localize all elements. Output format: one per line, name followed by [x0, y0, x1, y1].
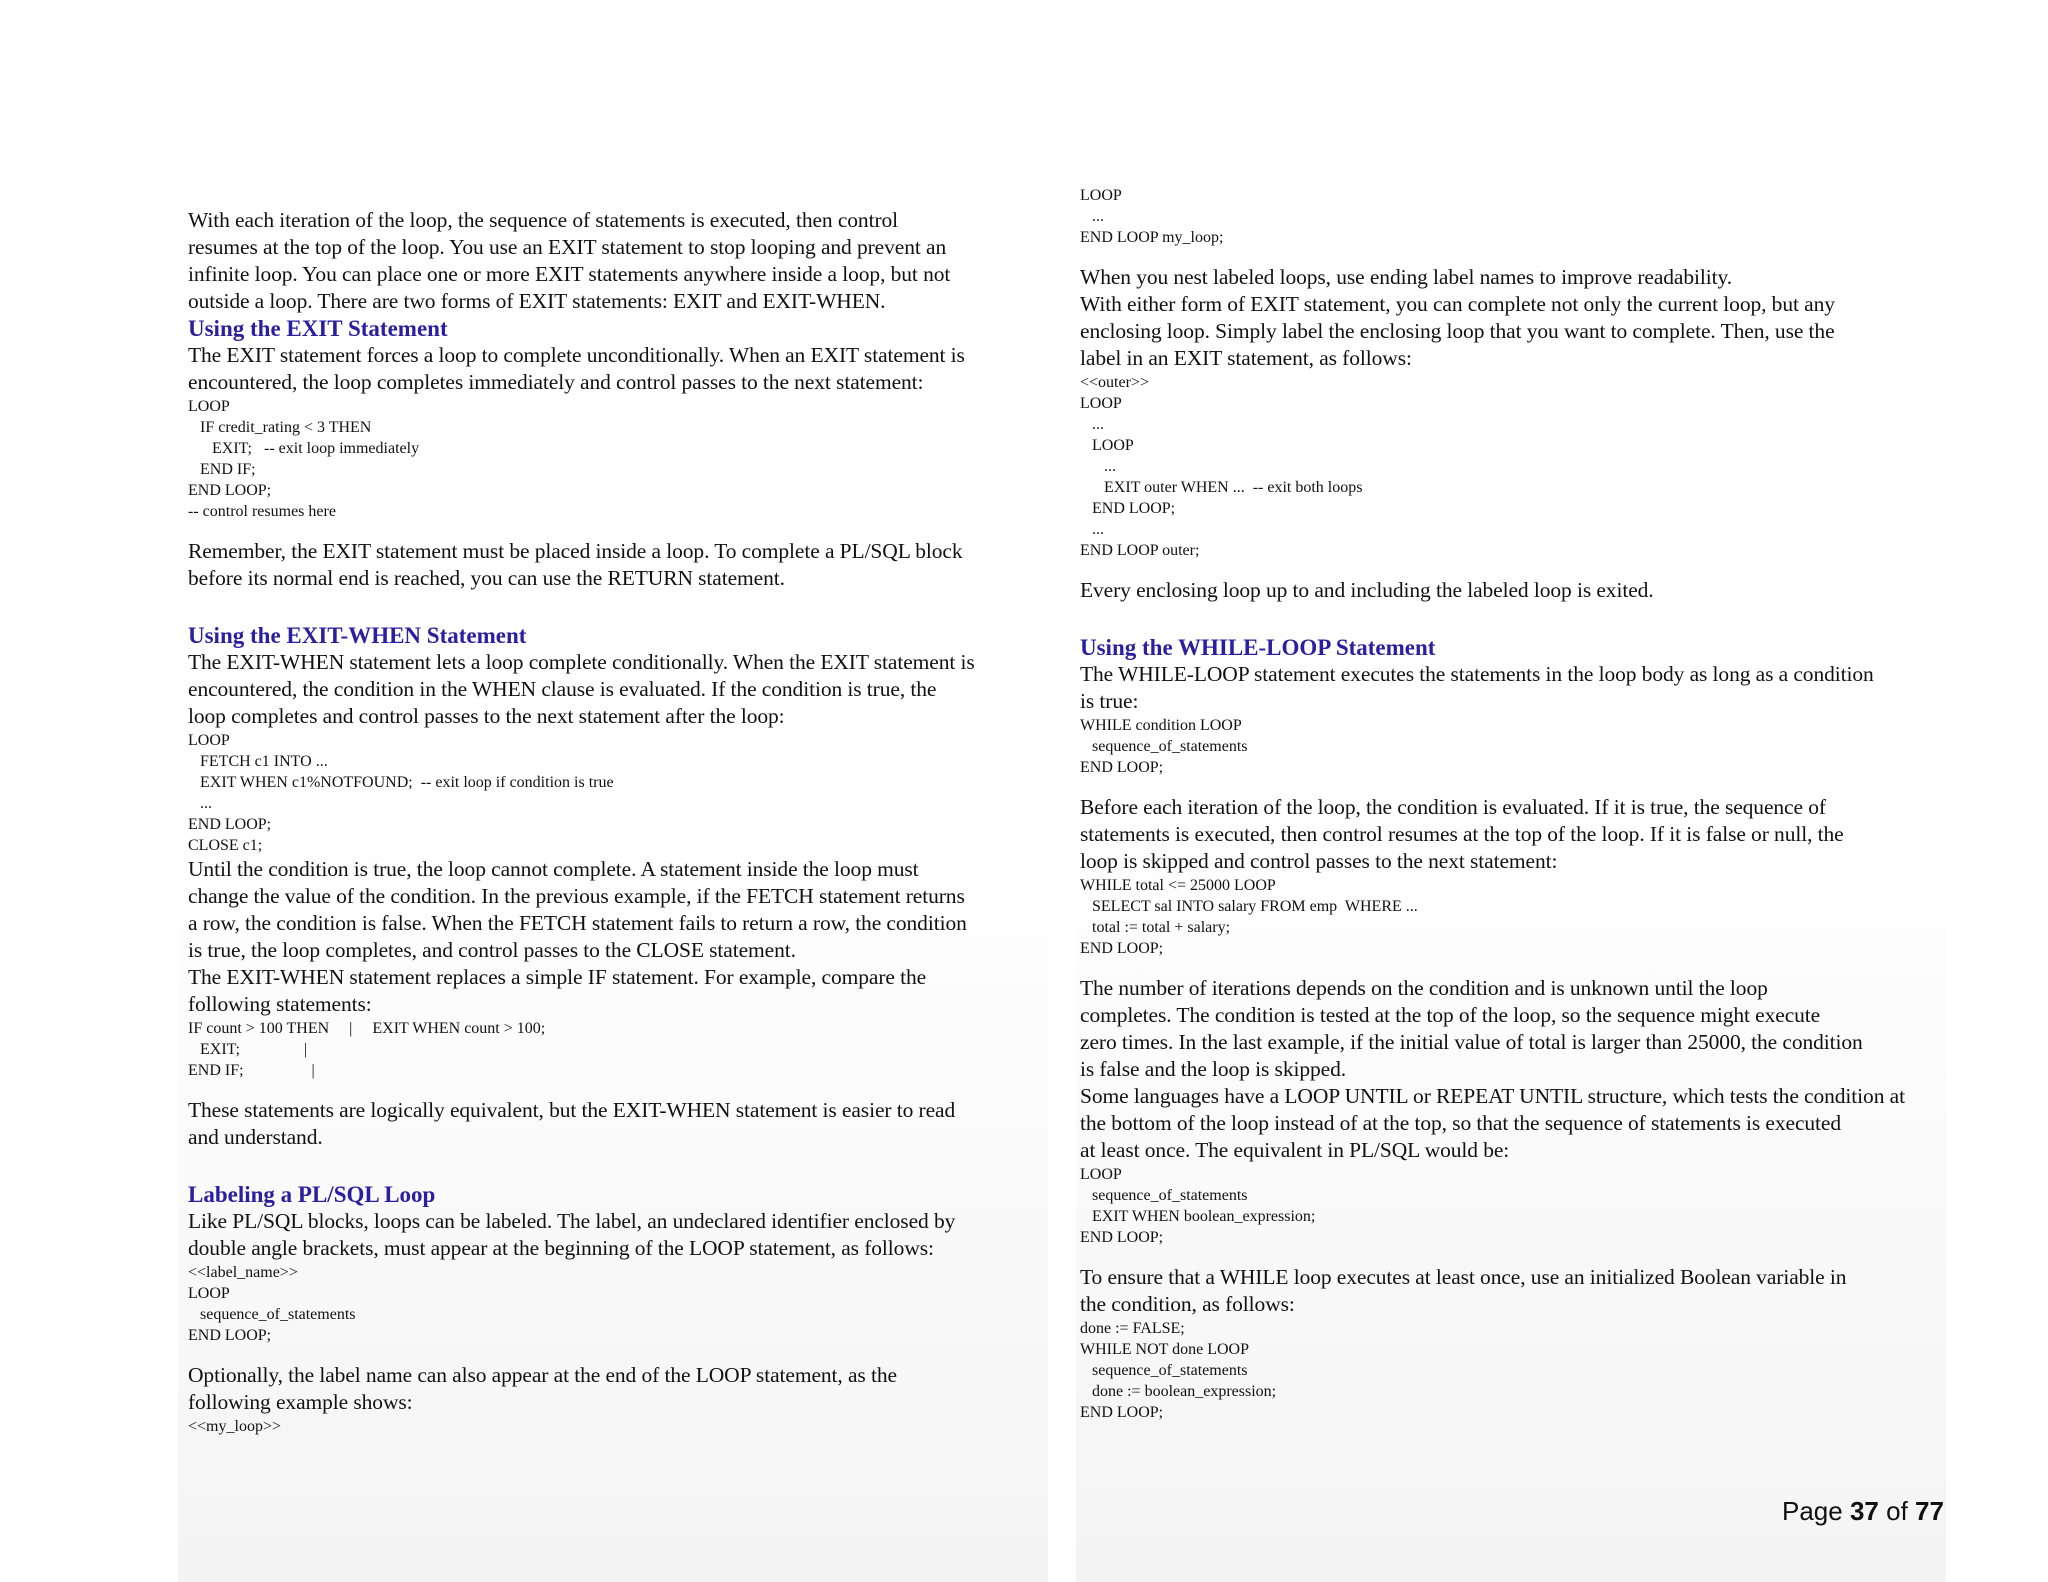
- text-line: is true:: [1080, 689, 1139, 713]
- code-line: EXIT WHEN c1%NOTFOUND; -- exit loop if condition is true: [188, 774, 614, 791]
- text-line: a row, the condition is false. When the FETCH statement fails to return a row, the condition: [188, 911, 967, 935]
- text-line: infinite loop. You can place one or more EXIT statements anywhere inside a loop, but not: [188, 262, 951, 286]
- repeat-code-block: [1080, 1164, 1950, 1248]
- text-line: These statements are logically equivalent, but the EXIT-WHEN statement is easier to read: [188, 1098, 956, 1122]
- total-code-block: [1080, 875, 1950, 959]
- code-line: LOOP: [188, 1285, 230, 1302]
- text-line: The number of iterations depends on the condition and is unknown until the loop: [1080, 976, 1768, 1000]
- text-line: zero times. In the last example, if the initial value of total is larger than 25000, the condition: [1080, 1030, 1863, 1054]
- code-line: END LOOP;: [1080, 759, 1164, 776]
- code-line: ...: [188, 795, 212, 812]
- page-number: [1782, 1496, 1944, 1527]
- text-line: is false and the loop is skipped.: [1080, 1057, 1347, 1081]
- page-of: of: [1886, 1496, 1908, 1526]
- code-line: -- control resumes here: [188, 503, 336, 520]
- code-line: IF credit_rating < 3 THEN: [188, 419, 372, 436]
- text-line: When you nest labeled loops, use ending label names to improve readability.: [1080, 265, 1733, 289]
- text-line: outside a loop. There are two forms of EXIT statements: EXIT and EXIT-WHEN.: [188, 289, 886, 313]
- until-paragraph: [188, 856, 1048, 1018]
- text-line: With each iteration of the loop, the sequence of statements is executed, then control: [188, 208, 899, 232]
- text-line: resumes at the top of the loop. You use an EXIT statement to stop looping and prevent an: [188, 235, 947, 259]
- code-line: <<outer>>: [1080, 374, 1149, 391]
- text-line: Optionally, the label name can also appear at the end of the LOOP statement, as the: [188, 1363, 897, 1387]
- code-line: SELECT sal INTO salary FROM emp WHERE ...: [1080, 898, 1418, 915]
- remember-paragraph: [188, 538, 1048, 592]
- code-line: sequence_of_statements: [188, 1306, 356, 1323]
- page-total: 77: [1915, 1496, 1944, 1526]
- text-line: Some languages have a LOOP UNTIL or REPEAT UNTIL structure, which tests the condition at: [1080, 1084, 1905, 1108]
- done-code-block: [1080, 1318, 1950, 1423]
- code-line: EXIT outer WHEN ... -- exit both loops: [1080, 479, 1363, 496]
- code-line: sequence_of_statements: [1080, 1362, 1248, 1379]
- text-line: Like PL/SQL blocks, loops can be labeled. The label, an undeclared identifier enclosed by: [188, 1209, 956, 1233]
- code-line: sequence_of_statements: [1080, 738, 1248, 755]
- exit-when-code-block: [188, 730, 1048, 856]
- code-line: LOOP: [188, 732, 230, 749]
- text-line: Every enclosing loop up to and including the labeled loop is exited.: [1080, 578, 1654, 602]
- exit-code-block: [188, 396, 1048, 522]
- while-code-block: [1080, 715, 1950, 778]
- text-line: Until the condition is true, the loop cannot complete. A statement inside the loop must: [188, 857, 919, 881]
- right-column: [1080, 185, 1950, 1423]
- code-line: CLOSE c1;: [188, 837, 263, 854]
- code-line: LOOP: [1080, 187, 1122, 204]
- code-line: total := total + salary;: [1080, 919, 1231, 936]
- nested-code-block: [1080, 372, 1950, 561]
- page-current: 37: [1849, 1496, 1879, 1526]
- intro-paragraph: [188, 207, 1048, 315]
- code-line: <<label_name>>: [188, 1264, 298, 1281]
- code-line: END LOOP;: [1080, 1229, 1164, 1246]
- code-line: WHILE condition LOOP: [1080, 717, 1242, 734]
- text-line: Before each iteration of the loop, the condition is evaluated. If it is true, the sequence of: [1080, 795, 1826, 819]
- code-line: ...: [1080, 521, 1104, 538]
- text-line: encountered, the condition in the WHEN clause is evaluated. If the condition is true, the: [188, 677, 937, 701]
- text-line: change the value of the condition. In the previous example, if the FETCH statement returns: [188, 884, 965, 908]
- code-line: FETCH c1 INTO ...: [188, 753, 328, 770]
- text-line: and understand.: [188, 1125, 323, 1149]
- code-line: LOOP: [1080, 437, 1134, 454]
- exit-when-paragraph: [188, 649, 1048, 730]
- labeling-heading: Labeling a PL/SQL Loop: [188, 1182, 436, 1207]
- label-code-block: [188, 1262, 1048, 1346]
- text-line: The EXIT-WHEN statement replaces a simple IF statement. For example, compare the: [188, 965, 927, 989]
- ensure-paragraph: [1080, 1264, 1950, 1318]
- text-line: With either form of EXIT statement, you can complete not only the current loop, but any: [1080, 292, 1835, 316]
- code-line: END LOOP;: [1080, 1404, 1164, 1421]
- text-line: The EXIT statement forces a loop to complete unconditionally. When an EXIT statement is: [188, 343, 965, 367]
- text-line: loop completes and control passes to the next statement after the loop:: [188, 704, 785, 728]
- text-line: To ensure that a WHILE loop executes at least once, use an initialized Boolean variable in: [1080, 1265, 1847, 1289]
- text-line: completes. The condition is tested at the top of the loop, so the sequence might execute: [1080, 1003, 1821, 1027]
- text-line: statements is executed, then control resumes at the top of the loop. If it is false or null, the: [1080, 822, 1844, 846]
- code-line: END LOOP;: [188, 1327, 272, 1344]
- nested-loops-paragraph: [1080, 264, 1950, 372]
- text-line: The EXIT-WHEN statement lets a loop complete conditionally. When the EXIT statement is: [188, 650, 975, 674]
- code-line: EXIT; |: [188, 1041, 308, 1058]
- while-loop-heading: Using the WHILE-LOOP Statement: [1080, 635, 1436, 660]
- optional-paragraph: [188, 1362, 1048, 1416]
- optional-code-block: [188, 1416, 1048, 1437]
- code-line: ...: [1080, 208, 1104, 225]
- text-line: before its normal end is reached, you can use the RETURN statement.: [188, 566, 785, 590]
- text-line: Remember, the EXIT statement must be placed inside a loop. To complete a PL/SQL block: [188, 539, 963, 563]
- text-line: label in an EXIT statement, as follows:: [1080, 346, 1412, 370]
- code-line: WHILE total <= 25000 LOOP: [1080, 877, 1276, 894]
- code-line: LOOP: [1080, 1166, 1122, 1183]
- exit-statement-heading: Using the EXIT Statement: [188, 316, 448, 341]
- text-line: at least once. The equivalent in PL/SQL would be:: [1080, 1138, 1510, 1162]
- before-iteration-paragraph: [1080, 794, 1950, 875]
- text-line: the bottom of the loop instead of at the top, so that the sequence of statements is executed: [1080, 1111, 1842, 1135]
- code-line: WHILE NOT done LOOP: [1080, 1341, 1250, 1358]
- exit-paragraph: [188, 342, 1048, 396]
- text-line: The WHILE-LOOP statement executes the statements in the loop body as long as a condition: [1080, 662, 1874, 686]
- text-line: following statements:: [188, 992, 372, 1016]
- label-paragraph: [188, 1208, 1048, 1262]
- compare-code-block: [188, 1018, 1048, 1081]
- code-line: ...: [1080, 458, 1116, 475]
- iterations-paragraph: [1080, 975, 1950, 1164]
- code-line: END LOOP;: [1080, 500, 1176, 517]
- top-code-block: [1080, 185, 1950, 248]
- code-line: END LOOP my_loop;: [1080, 229, 1224, 246]
- equivalent-paragraph: [188, 1097, 1048, 1151]
- code-line: IF count > 100 THEN | EXIT WHEN count > 100;: [188, 1020, 546, 1037]
- code-line: <<my_loop>>: [188, 1418, 281, 1435]
- while-paragraph: [1080, 661, 1950, 715]
- text-line: following example shows:: [188, 1390, 413, 1414]
- code-line: sequence_of_statements: [1080, 1187, 1248, 1204]
- code-line: EXIT WHEN boolean_expression;: [1080, 1208, 1316, 1225]
- code-line: EXIT; -- exit loop immediately: [188, 440, 420, 457]
- text-line: double angle brackets, must appear at the beginning of the LOOP statement, as follows:: [188, 1236, 934, 1260]
- text-line: the condition, as follows:: [1080, 1292, 1295, 1316]
- text-line: loop is skipped and control passes to the next statement:: [1080, 849, 1558, 873]
- code-line: END LOOP;: [188, 482, 272, 499]
- text-line: is true, the loop completes, and control passes to the CLOSE statement.: [188, 938, 796, 962]
- text-line: enclosing loop. Simply label the enclosing loop that you want to complete. Then, use the: [1080, 319, 1835, 343]
- text-line: encountered, the loop completes immediately and control passes to the next statement:: [188, 370, 924, 394]
- code-line: done := boolean_expression;: [1080, 1383, 1277, 1400]
- code-line: END LOOP outer;: [1080, 542, 1200, 559]
- code-line: done := FALSE;: [1080, 1320, 1185, 1337]
- page-prefix: Page: [1782, 1496, 1843, 1526]
- code-line: END IF;: [188, 461, 256, 478]
- code-line: LOOP: [188, 398, 230, 415]
- every-enclosing-paragraph: [1080, 577, 1950, 604]
- code-line: END LOOP;: [188, 816, 272, 833]
- exit-when-heading: Using the EXIT-WHEN Statement: [188, 623, 527, 648]
- code-line: LOOP: [1080, 395, 1122, 412]
- code-line: END LOOP;: [1080, 940, 1164, 957]
- code-line: ...: [1080, 416, 1104, 433]
- left-column: [188, 207, 1048, 1437]
- code-line: END IF; |: [188, 1062, 315, 1079]
